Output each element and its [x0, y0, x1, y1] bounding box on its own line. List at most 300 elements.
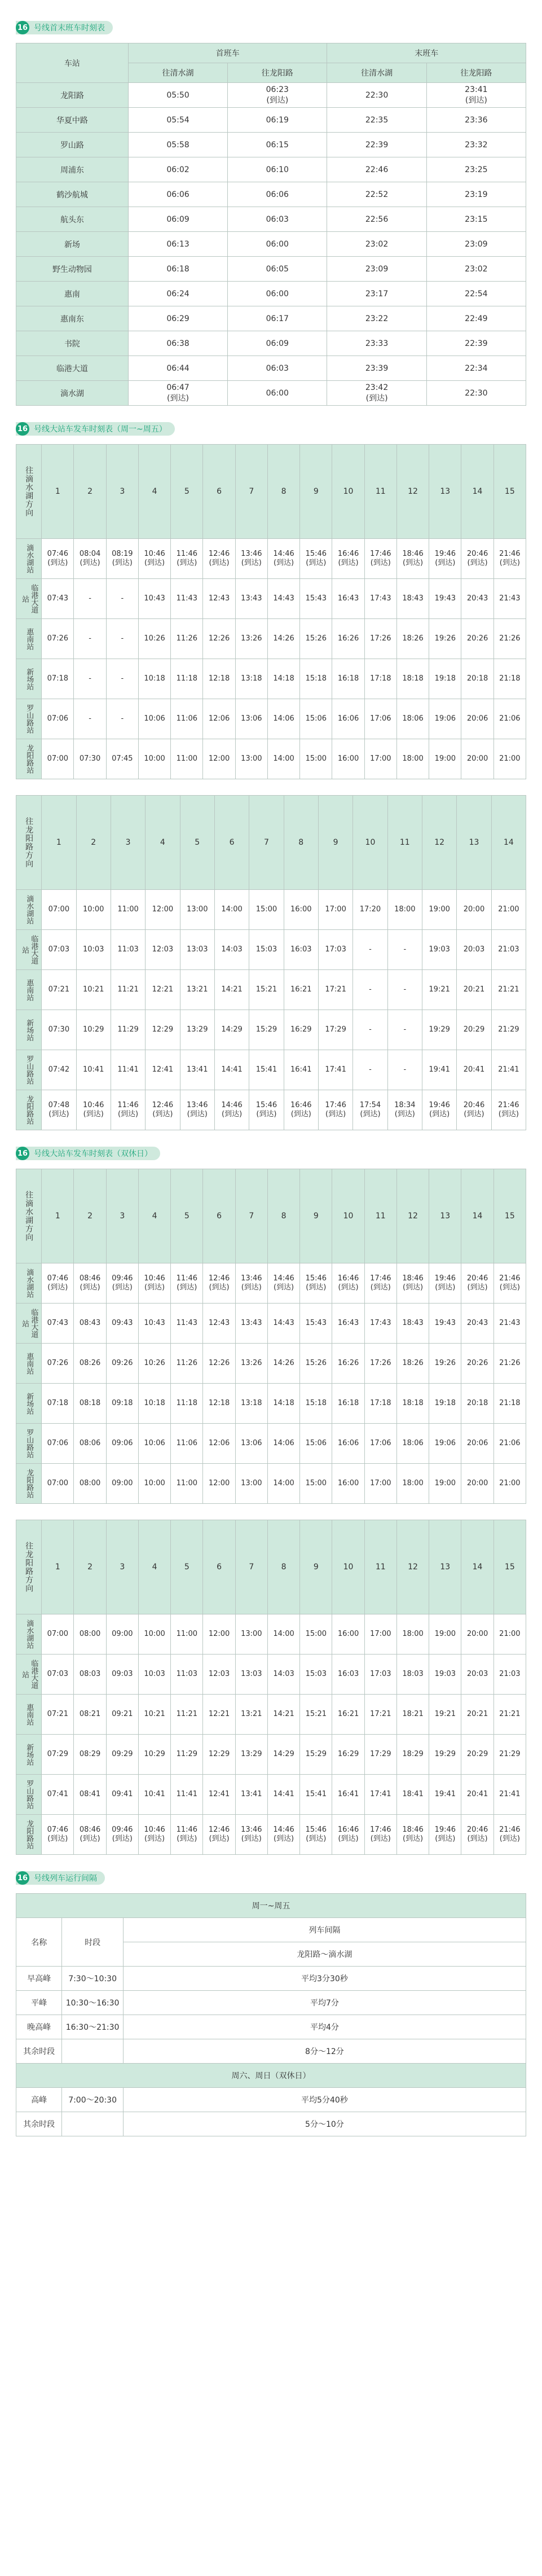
time-cell: 07:48 (到达): [42, 1090, 76, 1130]
time-cell: 15:26: [300, 1344, 332, 1384]
table-row: [16, 1991, 526, 2015]
time-cell: 08:21: [74, 1695, 106, 1735]
time-cell: 13:21: [235, 1695, 267, 1735]
time-cell: 07:43: [42, 1304, 74, 1344]
section-title: 号线大站车发车时刻表（周一~周五）: [34, 425, 167, 434]
time-cell: 16:46 (到达): [284, 1090, 318, 1130]
time-cell: 12:46 (到达): [203, 539, 235, 579]
time-cell: 16:46 (到达): [332, 1263, 364, 1304]
train-number: 9: [300, 445, 332, 539]
station-cell: 航头东: [16, 207, 129, 232]
time-cell: 10:41: [76, 1050, 111, 1090]
time-cell: 15:06: [300, 699, 332, 739]
train-number: 8: [267, 1520, 299, 1614]
time-cell: 21:00: [491, 890, 526, 930]
time-cell: 08:29: [74, 1735, 106, 1775]
time-cell: 15:43: [300, 579, 332, 619]
time-cell: 06:47 (到达): [128, 381, 227, 406]
time-cell: 14:26: [267, 1344, 299, 1384]
time-cell: 09:18: [106, 1384, 138, 1424]
time-cell: 11:41: [171, 1775, 203, 1815]
time-cell: 08:00: [74, 1614, 106, 1655]
time-cell: 20:21: [461, 1695, 493, 1735]
time-cell: 15:46 (到达): [300, 539, 332, 579]
time-cell: 11:29: [111, 1010, 145, 1050]
section-header-express-weekday: [16, 419, 526, 438]
train-number: 8: [267, 1169, 299, 1263]
train-number: 13: [429, 445, 461, 539]
time-cell: 21:21: [493, 1695, 526, 1735]
time-cell: 16:21: [284, 970, 318, 1010]
time-cell: 14:46 (到达): [267, 1815, 299, 1855]
express-weekday-to-longyanglu-table: [16, 795, 526, 1130]
station-cell: 临港大道站: [16, 1304, 42, 1344]
time-cell: 17:54 (到达): [353, 1090, 387, 1130]
header-interval: 列车间隔: [123, 1918, 526, 1942]
time-cell: 21:26: [493, 619, 526, 659]
station-cell: 滴水湖站: [16, 1263, 42, 1304]
time-cell: 08:03: [74, 1655, 106, 1695]
time-cell: 07:03: [42, 930, 76, 970]
section-title: 号线大站车发车时刻表（双休日）: [34, 1149, 152, 1158]
train-number: 2: [74, 1520, 106, 1614]
time-cell: 17:43: [364, 1304, 396, 1344]
time-cell: 11:00: [171, 1614, 203, 1655]
time-cell: 09:00: [106, 1464, 138, 1504]
train-number: 15: [493, 445, 526, 539]
train-number: 12: [396, 1169, 429, 1263]
station-cell: 龙阳路站: [16, 1090, 42, 1130]
time-cell: 21:03: [493, 1655, 526, 1695]
time-cell: -: [106, 699, 138, 739]
time-cell: 20:06: [461, 699, 493, 739]
time-cell: 09:43: [106, 1304, 138, 1344]
time-cell: 14:00: [267, 1614, 299, 1655]
time-cell: 12:21: [203, 1695, 235, 1735]
time-cell: 21:46 (到达): [493, 1263, 526, 1304]
station-cell: 惠南: [16, 282, 129, 306]
time-cell: 23:09: [426, 232, 526, 257]
time-cell: 14:46 (到达): [214, 1090, 249, 1130]
time-cell: 16:43: [332, 1304, 364, 1344]
weekday-title: 周一~周五: [16, 1894, 526, 1918]
table-row: [16, 1010, 526, 1050]
station-cell: 鹤沙航城: [16, 182, 129, 207]
time-cell: 17:00: [318, 890, 352, 930]
time-cell: 13:46 (到达): [180, 1090, 214, 1130]
train-number: 9: [318, 796, 352, 890]
station-cell: 龙阳路站: [16, 1464, 42, 1504]
station-cell: 临港大道站: [16, 1655, 42, 1695]
table-row: [16, 232, 526, 257]
time-cell: 09:41: [106, 1775, 138, 1815]
time-cell: 17:00: [364, 1464, 396, 1504]
time-cell: 09:46 (到达): [106, 1815, 138, 1855]
time-cell: 12:46 (到达): [146, 1090, 180, 1130]
train-number: 9: [300, 1169, 332, 1263]
time-cell: 20:41: [457, 1050, 491, 1090]
interval-cell: 平均7分: [123, 1991, 526, 2015]
time-cell: 23:09: [327, 257, 426, 282]
time-cell: 20:26: [461, 1344, 493, 1384]
train-number: 14: [491, 796, 526, 890]
time-cell: 13:29: [235, 1735, 267, 1775]
table-row: [16, 1464, 526, 1504]
time-cell: 19:00: [429, 1614, 461, 1655]
time-cell: 14:43: [267, 1304, 299, 1344]
time-cell: 16:00: [332, 1614, 364, 1655]
direction-label: 往滴水湖方向: [16, 445, 42, 539]
table-row: [16, 1695, 526, 1735]
time-cell: 18:06: [396, 699, 429, 739]
time-cell: 05:58: [128, 133, 227, 157]
train-number: 13: [429, 1169, 461, 1263]
time-cell: 17:46 (到达): [364, 1815, 396, 1855]
time-cell: 14:29: [214, 1010, 249, 1050]
time-cell: 19:43: [429, 579, 461, 619]
time-cell: 14:41: [267, 1775, 299, 1815]
time-cell: 13:18: [235, 1384, 267, 1424]
time-cell: 17:03: [318, 930, 352, 970]
time-cell: 14:00: [267, 1464, 299, 1504]
header-last-train: 末班车: [327, 43, 526, 63]
time-cell: 13:00: [235, 739, 267, 779]
time-cell: 18:26: [396, 619, 429, 659]
table-row: [16, 83, 526, 108]
time-cell: 19:46 (到达): [429, 539, 461, 579]
time-cell: 10:00: [76, 890, 111, 930]
station-cell: 龙阳路: [16, 83, 129, 108]
time-cell: 21:41: [491, 1050, 526, 1090]
time-cell: 10:06: [138, 1424, 170, 1464]
time-cell: 18:18: [396, 1384, 429, 1424]
station-cell: 龙阳路站: [16, 1815, 42, 1855]
time-cell: 13:03: [235, 1655, 267, 1695]
time-cell: 07:21: [42, 970, 76, 1010]
time-cell: 19:46 (到达): [422, 1090, 456, 1130]
time-cell: 12:18: [203, 659, 235, 699]
time-cell: 19:46 (到达): [429, 1263, 461, 1304]
time-cell: 07:46 (到达): [42, 539, 74, 579]
time-cell: 20:18: [461, 1384, 493, 1424]
time-cell: -: [353, 970, 387, 1010]
time-cell: 21:00: [493, 1464, 526, 1504]
time-cell: 12:29: [203, 1735, 235, 1775]
time-cell: 11:46 (到达): [171, 1263, 203, 1304]
time-cell: 06:00: [228, 232, 327, 257]
train-number: 3: [106, 445, 138, 539]
time-cell: -: [353, 1010, 387, 1050]
time-cell: 15:18: [300, 659, 332, 699]
header-row: [16, 1169, 526, 1263]
period-cell: 16:30～21:30: [62, 2015, 123, 2039]
time-cell: 16:29: [284, 1010, 318, 1050]
time-cell: 18:00: [396, 739, 429, 779]
table-row: [16, 970, 526, 1010]
time-cell: 11:06: [171, 1424, 203, 1464]
time-cell: 22:52: [327, 182, 426, 207]
time-cell: 13:00: [235, 1614, 267, 1655]
time-cell: 18:00: [396, 1614, 429, 1655]
train-number: 4: [138, 445, 170, 539]
time-cell: 10:46 (到达): [138, 1263, 170, 1304]
line-badge: 16: [16, 422, 29, 436]
time-cell: 22:46: [327, 157, 426, 182]
train-number: 6: [203, 1169, 235, 1263]
time-cell: 23:19: [426, 182, 526, 207]
time-cell: 15:41: [249, 1050, 284, 1090]
time-cell: 23:39: [327, 356, 426, 381]
table-row: [16, 1090, 526, 1130]
train-number: 4: [146, 796, 180, 890]
time-cell: 16:03: [284, 930, 318, 970]
time-cell: 20:29: [457, 1010, 491, 1050]
time-cell: 07:29: [42, 1735, 74, 1775]
train-number: 10: [332, 1169, 364, 1263]
period-cell: [62, 2039, 123, 2064]
header-row: [16, 1520, 526, 1614]
time-cell: 15:00: [300, 1464, 332, 1504]
time-cell: 11:46 (到达): [171, 539, 203, 579]
table-row: [16, 207, 526, 232]
time-cell: 12:03: [146, 930, 180, 970]
train-number: 10: [353, 796, 387, 890]
time-cell: 15:03: [300, 1655, 332, 1695]
train-number: 11: [364, 1169, 396, 1263]
train-number: 3: [106, 1169, 138, 1263]
time-cell: 21:06: [493, 699, 526, 739]
time-cell: 18:29: [396, 1735, 429, 1775]
section-title: 号线列车运行间隔: [34, 1874, 97, 1883]
time-cell: 21:00: [493, 1614, 526, 1655]
time-cell: 11:03: [171, 1655, 203, 1695]
station-cell: 罗山路: [16, 133, 129, 157]
time-cell: 12:41: [203, 1775, 235, 1815]
time-cell: -: [387, 930, 422, 970]
time-cell: 05:54: [128, 108, 227, 133]
time-cell: 13:41: [180, 1050, 214, 1090]
time-cell: 20:03: [457, 930, 491, 970]
time-cell: 16:41: [284, 1050, 318, 1090]
time-cell: 20:00: [457, 890, 491, 930]
time-cell: 06:03: [228, 356, 327, 381]
time-cell: 15:21: [300, 1695, 332, 1735]
time-cell: 15:46 (到达): [300, 1815, 332, 1855]
time-cell: 11:26: [171, 619, 203, 659]
section-header-express-weekend: [16, 1144, 526, 1163]
time-cell: 12:29: [146, 1010, 180, 1050]
time-cell: -: [353, 1050, 387, 1090]
name-cell: 早高峰: [16, 1967, 62, 1991]
table-row: [16, 282, 526, 306]
time-cell: 08:06: [74, 1424, 106, 1464]
train-number: 11: [387, 796, 422, 890]
train-number: 6: [214, 796, 249, 890]
time-cell: 12:06: [203, 1424, 235, 1464]
time-cell: 17:41: [318, 1050, 352, 1090]
time-cell: 18:43: [396, 579, 429, 619]
time-cell: 23:41 (到达): [426, 83, 526, 108]
interval-table: [16, 1893, 526, 2136]
time-cell: 10:00: [138, 739, 170, 779]
time-cell: 19:18: [429, 659, 461, 699]
time-cell: 17:46 (到达): [318, 1090, 352, 1130]
time-cell: 14:21: [267, 1695, 299, 1735]
train-number: 15: [493, 1520, 526, 1614]
time-cell: 13:26: [235, 619, 267, 659]
time-cell: 11:43: [171, 579, 203, 619]
time-cell: 08:43: [74, 1304, 106, 1344]
time-cell: 06:06: [128, 182, 227, 207]
time-cell: 17:00: [364, 1614, 396, 1655]
time-cell: 11:18: [171, 659, 203, 699]
time-cell: 08:19 (到达): [106, 539, 138, 579]
time-cell: 10:00: [138, 1464, 170, 1504]
time-cell: -: [387, 1010, 422, 1050]
time-cell: 06:00: [228, 282, 327, 306]
time-cell: 20:43: [461, 1304, 493, 1344]
time-cell: 11:21: [111, 970, 145, 1010]
table-row: [16, 1050, 526, 1090]
time-cell: 20:46 (到达): [461, 539, 493, 579]
train-number: 14: [461, 445, 493, 539]
header-name: 名称: [16, 1918, 62, 1967]
time-cell: 19:03: [429, 1655, 461, 1695]
time-cell: 09:29: [106, 1735, 138, 1775]
time-cell: 14:26: [267, 619, 299, 659]
time-cell: 15:46 (到达): [249, 1090, 284, 1130]
time-cell: 23:36: [426, 108, 526, 133]
time-cell: 17:03: [364, 1655, 396, 1695]
time-cell: 20:03: [461, 1655, 493, 1695]
time-cell: 23:42 (到达): [327, 381, 426, 406]
station-cell: 惠南站: [16, 1695, 42, 1735]
time-cell: 06:18: [128, 257, 227, 282]
time-cell: 10:43: [138, 579, 170, 619]
time-cell: 17:43: [364, 579, 396, 619]
time-cell: 12:00: [203, 1614, 235, 1655]
time-cell: 15:06: [300, 1424, 332, 1464]
time-cell: 06:09: [128, 207, 227, 232]
time-cell: 11:03: [111, 930, 145, 970]
time-cell: 22:49: [426, 306, 526, 331]
table-row: [16, 133, 526, 157]
time-cell: 13:41: [235, 1775, 267, 1815]
interval-cell: 平均5分40秒: [123, 2088, 526, 2112]
time-cell: 14:46 (到达): [267, 539, 299, 579]
table-row: [16, 108, 526, 133]
time-cell: 19:41: [429, 1775, 461, 1815]
time-cell: 07:18: [42, 1384, 74, 1424]
time-cell: 20:00: [461, 1614, 493, 1655]
time-cell: 18:46 (到达): [396, 539, 429, 579]
station-cell: 野生动物园: [16, 257, 129, 282]
time-cell: 18:18: [396, 659, 429, 699]
time-cell: 13:46 (到达): [235, 1815, 267, 1855]
train-number: 12: [396, 1520, 429, 1614]
time-cell: 20:26: [461, 619, 493, 659]
time-cell: 12:06: [203, 699, 235, 739]
time-cell: -: [106, 619, 138, 659]
time-cell: 08:46 (到达): [74, 1263, 106, 1304]
train-number: 12: [422, 796, 456, 890]
section-title: 号线首末班车时刻表: [34, 24, 105, 33]
weekend-title: 周六、周日（双休日）: [16, 2064, 526, 2088]
time-cell: 06:02: [128, 157, 227, 182]
time-cell: 20:00: [461, 739, 493, 779]
time-cell: 15:00: [300, 1614, 332, 1655]
time-cell: 14:21: [214, 970, 249, 1010]
table-row: [16, 2039, 526, 2064]
time-cell: 12:43: [203, 1304, 235, 1344]
time-cell: 06:03: [228, 207, 327, 232]
time-cell: 10:00: [138, 1614, 170, 1655]
station-cell: 惠南站: [16, 619, 42, 659]
time-cell: 10:26: [138, 1344, 170, 1384]
time-cell: 12:00: [146, 890, 180, 930]
time-cell: -: [74, 659, 106, 699]
time-cell: 07:06: [42, 699, 74, 739]
time-cell: 20:06: [461, 1424, 493, 1464]
time-cell: 15:46 (到达): [300, 1263, 332, 1304]
time-cell: 23:33: [327, 331, 426, 356]
station-cell: 新场站: [16, 659, 42, 699]
table-row: [16, 1614, 526, 1655]
time-cell: 17:29: [318, 1010, 352, 1050]
time-cell: 16:21: [332, 1695, 364, 1735]
train-number: 7: [235, 445, 267, 539]
time-cell: 10:29: [76, 1010, 111, 1050]
station-cell: 周浦东: [16, 157, 129, 182]
station-cell: 新场站: [16, 1010, 42, 1050]
time-cell: 19:21: [422, 970, 456, 1010]
train-number: 1: [42, 1169, 74, 1263]
time-cell: 19:06: [429, 699, 461, 739]
time-cell: 17:21: [364, 1695, 396, 1735]
name-cell: 平峰: [16, 1991, 62, 2015]
time-cell: 20:21: [457, 970, 491, 1010]
time-cell: 20:46 (到达): [461, 1815, 493, 1855]
time-cell: 17:21: [318, 970, 352, 1010]
time-cell: 11:00: [111, 890, 145, 930]
time-cell: 07:00: [42, 1464, 74, 1504]
train-number: 1: [42, 796, 76, 890]
time-cell: 11:18: [171, 1384, 203, 1424]
time-cell: 13:43: [235, 1304, 267, 1344]
header-to-qingshuihu: 往清水湖: [327, 63, 426, 83]
time-cell: 06:09: [228, 331, 327, 356]
time-cell: 11:41: [111, 1050, 145, 1090]
train-number: 14: [461, 1520, 493, 1614]
train-number: 2: [74, 1169, 106, 1263]
time-cell: 10:41: [138, 1775, 170, 1815]
time-cell: 17:20: [353, 890, 387, 930]
time-cell: 07:26: [42, 1344, 74, 1384]
time-cell: 23:32: [426, 133, 526, 157]
train-number: 2: [74, 445, 106, 539]
train-number: 3: [111, 796, 145, 890]
period-cell: 7:00～20:30: [62, 2088, 123, 2112]
time-cell: 13:06: [235, 699, 267, 739]
table-row: [16, 890, 526, 930]
time-cell: 07:06: [42, 1424, 74, 1464]
direction-label: 往龙阳路方向: [16, 1520, 42, 1614]
interval-cell: 平均3分30秒: [123, 1967, 526, 1991]
time-cell: 21:29: [491, 1010, 526, 1050]
train-number: 8: [267, 445, 299, 539]
time-cell: 10:46 (到达): [76, 1090, 111, 1130]
time-cell: 20:18: [461, 659, 493, 699]
